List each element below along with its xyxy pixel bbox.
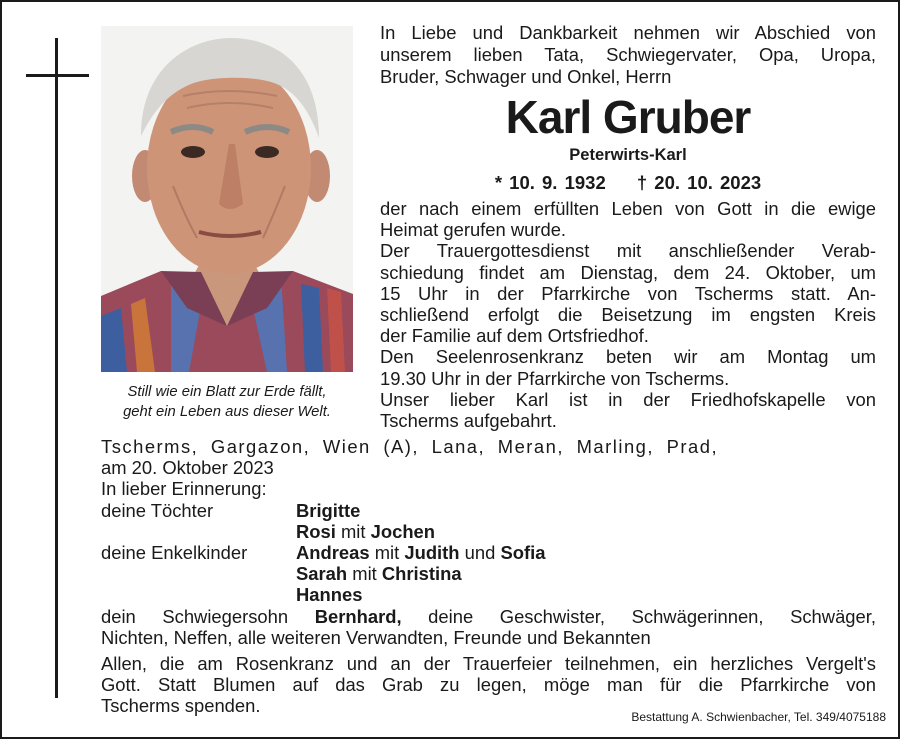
grandchild-name: Sarah bbox=[296, 563, 348, 585]
body-line: Heimat gerufen wurde. bbox=[380, 219, 567, 241]
son-in-law-name: Bernhard, bbox=[314, 605, 402, 627]
great-grandchild-name: Sofia bbox=[500, 542, 546, 564]
relatives-line: Nichten, Neffen, alle weiteren Verwandten, Freunde und Bekannten bbox=[101, 626, 651, 648]
caption-line: geht ein Leben aus dieser Welt. bbox=[123, 404, 331, 420]
relatives-text: deine Geschwister, Schwägerinnen, Schwäger, bbox=[428, 605, 876, 627]
body-line: schiedung findet am Dienstag, dem 24. Oktober, um bbox=[380, 261, 876, 283]
photo-caption bbox=[98, 382, 356, 422]
portrait-photo bbox=[101, 26, 353, 372]
life-dates bbox=[380, 172, 876, 194]
grandchildren-label: deine Enkelkinder bbox=[101, 542, 248, 564]
daughters-label: deine Töchter bbox=[101, 499, 214, 521]
cross-icon-bar bbox=[26, 74, 89, 77]
cross-icon bbox=[55, 38, 58, 698]
grandchild-name: Hannes bbox=[296, 584, 363, 606]
partner-name: Jochen bbox=[370, 520, 436, 542]
birth-date: * 10. 9. 1932 bbox=[494, 172, 606, 193]
closing-line: Tscherms spenden. bbox=[101, 695, 261, 717]
intro-line: Bruder, Schwager und Onkel, Herrn bbox=[380, 66, 672, 87]
daughter-name: Rosi bbox=[296, 520, 336, 542]
grandchildren-group bbox=[101, 542, 876, 606]
conjunction: mit bbox=[340, 520, 366, 542]
places-line: Tscherms, Gargazon, Wien (A), Lana, Meran, Marling, Prad, bbox=[101, 436, 719, 457]
daughters-group bbox=[101, 500, 876, 542]
body-line: Unser lieber Karl ist in der Friedhofskapelle von bbox=[380, 388, 876, 410]
son-in-law-label: dein Schwiegersohn bbox=[101, 605, 289, 627]
date-line: am 20. Oktober 2023 bbox=[101, 457, 274, 479]
body-line: 15 Uhr in der Pfarrkirche von Tscherms statt. An- bbox=[380, 282, 876, 304]
deceased-nickname: Peterwirts-Karl bbox=[569, 146, 687, 164]
body-line: 19.30 Uhr in der Pfarrkirche von Tscherms. bbox=[380, 367, 730, 389]
conjunction: mit bbox=[352, 563, 377, 585]
mourners-section bbox=[101, 436, 876, 717]
partner-name: Christina bbox=[381, 563, 462, 585]
service-details bbox=[380, 198, 876, 431]
memory-heading: In lieber Erinnerung: bbox=[101, 478, 267, 500]
intro-text bbox=[380, 22, 876, 88]
funeral-home-credit: Bestattung A. Schwienbacher, Tel. 349/4075188 bbox=[631, 710, 886, 724]
body-line: Den Seelenrosenkranz beten wir am Montag um bbox=[380, 346, 876, 368]
death-date: † 20. 10. 2023 bbox=[636, 172, 762, 193]
son-in-law-line bbox=[101, 606, 876, 627]
caption-line: Still wie ein Blatt zur Erde fällt, bbox=[127, 384, 327, 400]
body-line: Tscherms aufgebahrt. bbox=[380, 410, 557, 432]
body-line: Der Trauergottesdienst mit anschließender Verab- bbox=[380, 240, 876, 262]
daughter-name: Brigitte bbox=[296, 499, 361, 521]
body-line: schließend erfolgt die Beisetzung im engsten Kreis bbox=[380, 304, 876, 326]
body-line: der nach einem erfüllten Leben von Gott in die ewige bbox=[380, 198, 876, 219]
body-line: der Familie auf dem Ortsfriedhof. bbox=[380, 325, 649, 347]
intro-line: unserem lieben Tata, Schwiegervater, Opa, Uropa, bbox=[380, 44, 876, 65]
grandchild-name: Andreas bbox=[296, 542, 370, 564]
deceased-name: Karl Gruber bbox=[505, 91, 751, 143]
partner-name: Judith bbox=[404, 542, 460, 564]
closing-line: Gott. Statt Blumen auf das Grab zu legen, möge man für die Pfarrkirche von bbox=[101, 674, 876, 696]
conjunction: und bbox=[464, 542, 496, 564]
intro-line: In Liebe und Dankbarkeit nehmen wir Abschied von bbox=[380, 22, 876, 43]
closing-line: Allen, die am Rosenkranz und an der Trauerfeier teilnehmen, ein herzliches Vergelt's bbox=[101, 653, 876, 675]
conjunction: mit bbox=[374, 542, 400, 564]
